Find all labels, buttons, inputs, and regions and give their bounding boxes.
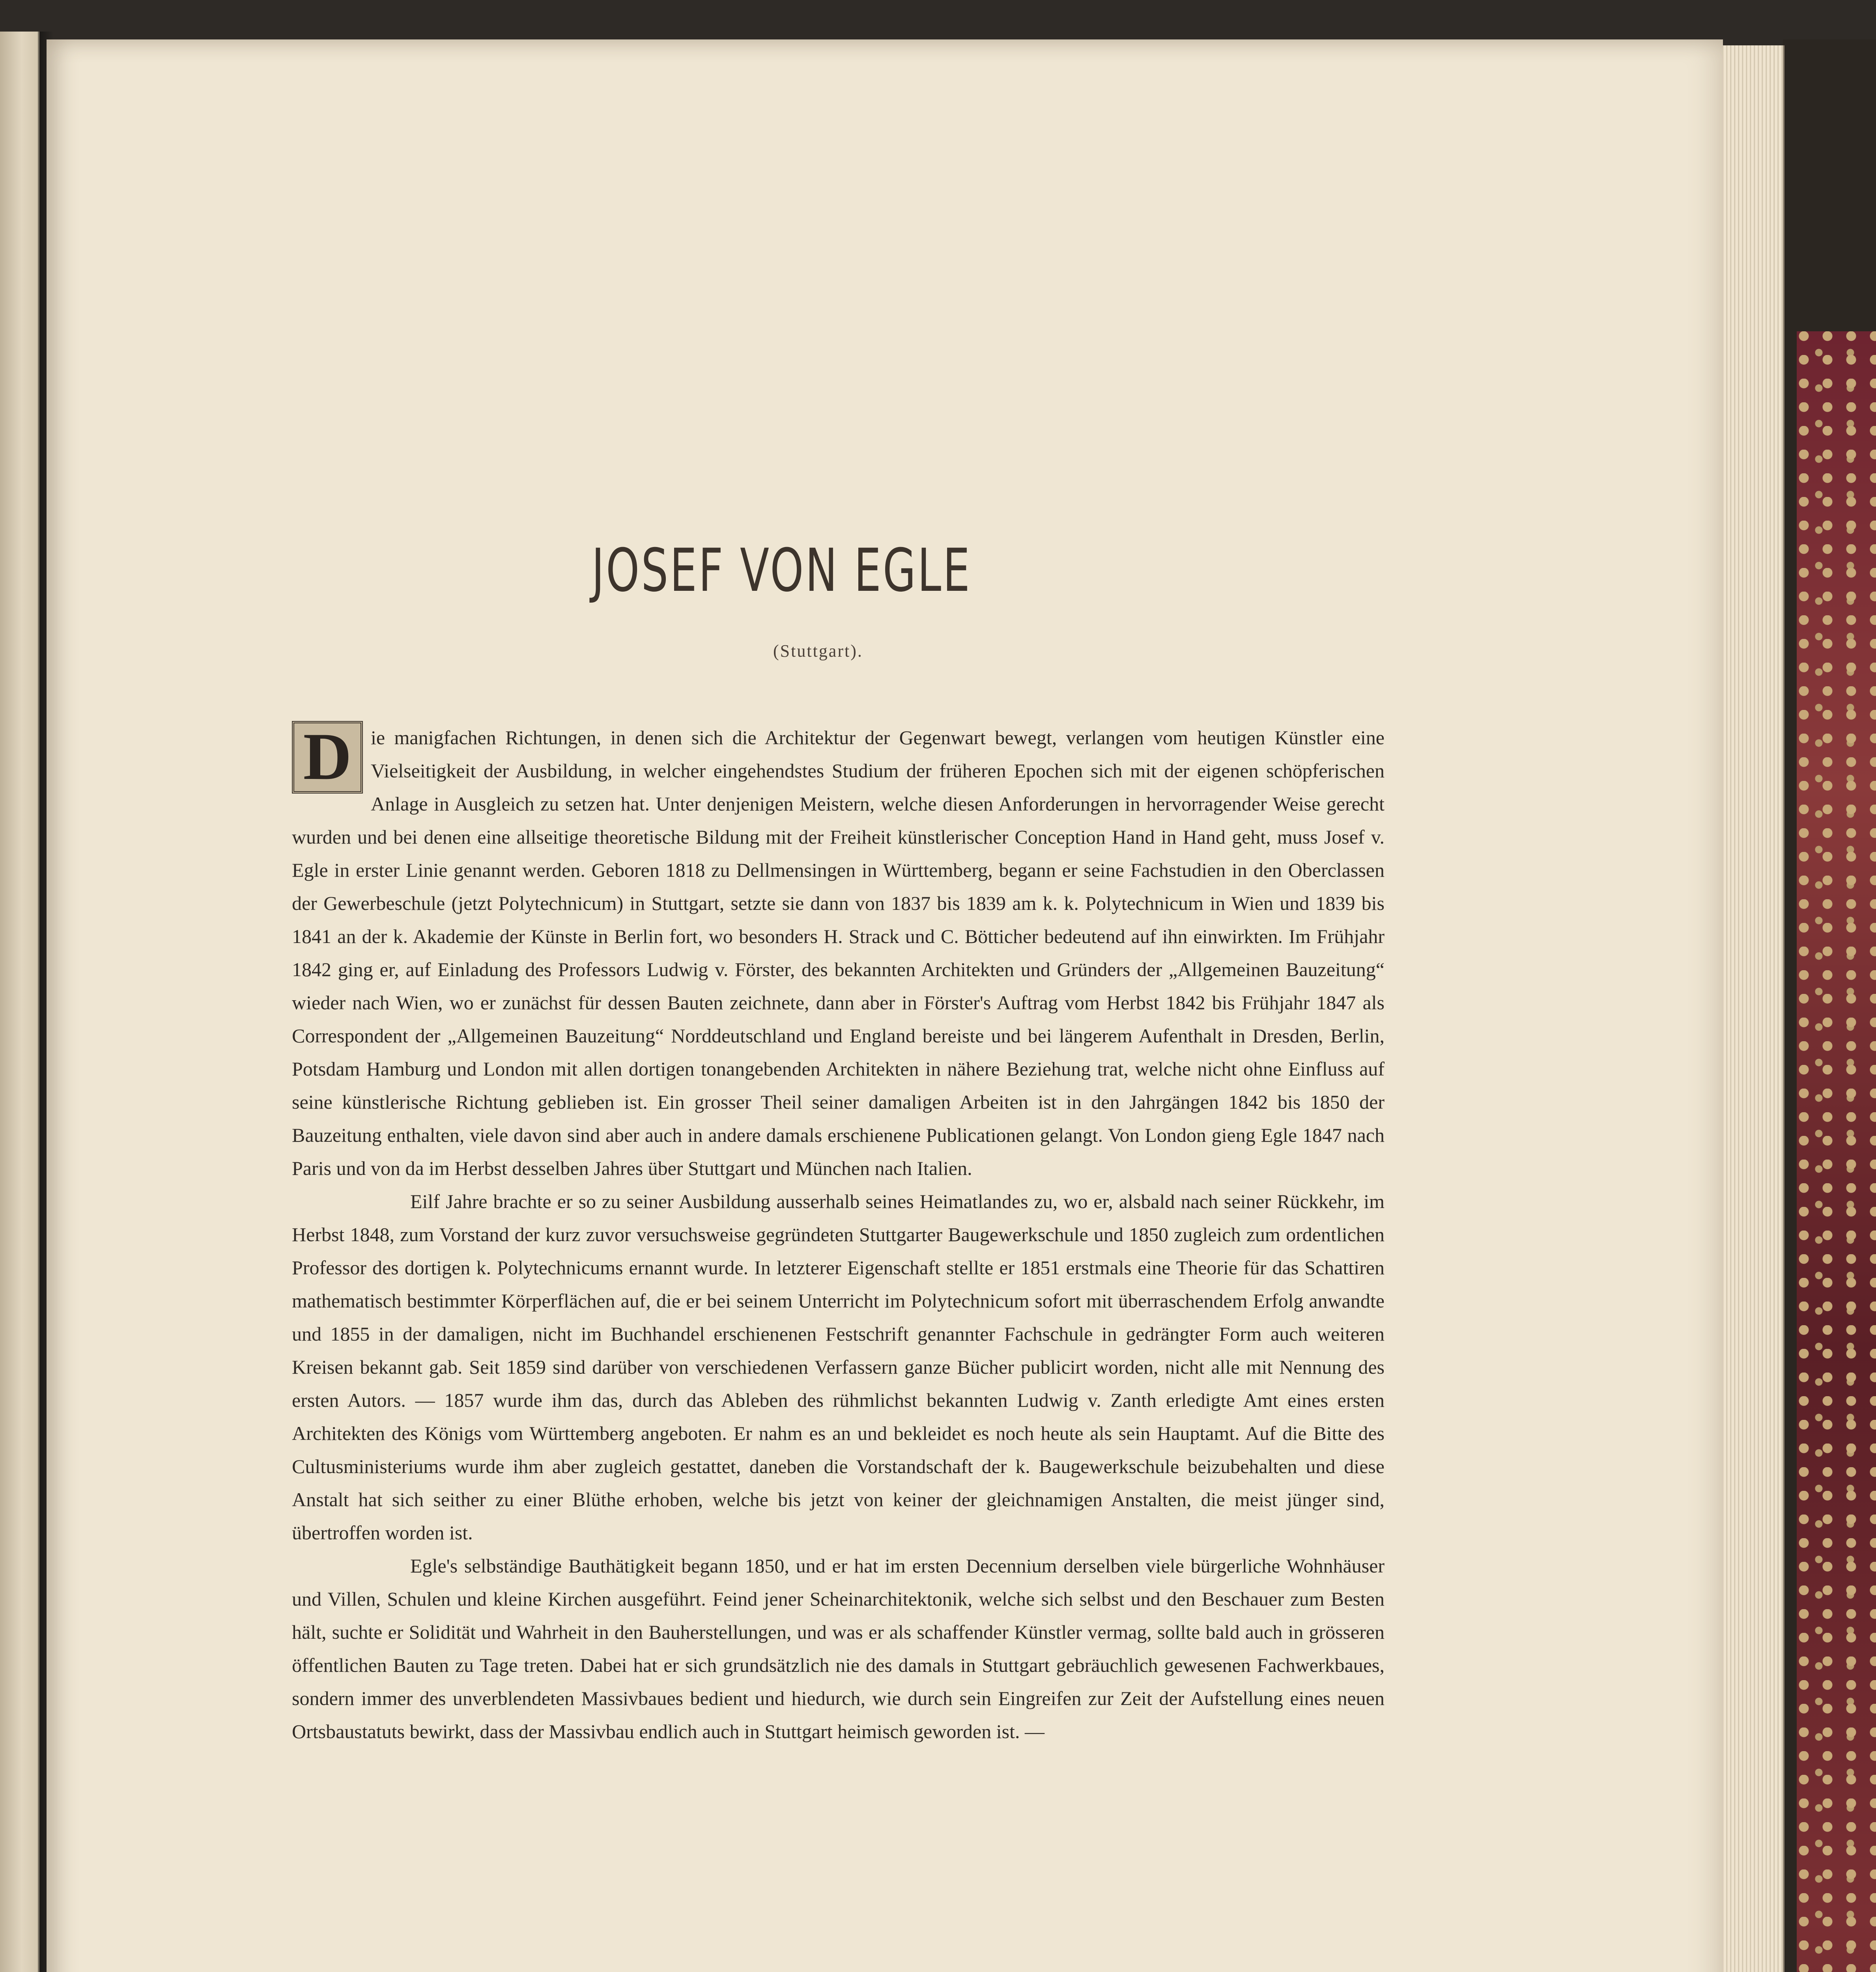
paragraph-3: Egle's selbständige Bauthätigkeit begann 1850, und er hat im ersten Decennium derselben viele bürgerliche Wohnhäuser und Villen, Schulen und kleine Kirchen ausgeführt. Feind jener Scheinarchitektonik, welche sich selbst und den Beschauer zum Besten hält, suchte er Solidität und Wahrheit in den Bauherstellungen, und was er als schaffender Künstler vermag, sollte bald auch in grösseren öffentlichen Bauten zu Tage treten. Dabei hat er sich grundsätzlich nie des damals in Stuttgart gebräuchlich gewesenen Fachwerkbaues, sondern immer des unverblendeten Massivbaues bedient und hiedurch, wie durch sein Eingreifen zur Zeit der Aufstellung eines neuen Ortsbaustatuts bewirkt, dass der Massivbau endlich auch in Stuttgart heimisch geworden ist. — [292,1555,1385,1742]
page-subtitle: (Stuttgart). [773,641,863,661]
marbled-edge [1797,331,1876,1972]
paragraph-2: Eilf Jahre brachte er so zu seiner Ausbildung ausserhalb seines Heimatlandes zu, wo er, alsbald nach seiner Rückkehr, im Herbst 1848, zum Vorstand der kurz zuvor versuchsweise gegründeten Stuttgarter Baugewerkschule und 1850 zugleich zum ordentlichen Professor des dortigen k. Polytechnicums ernannt wurde. In letzterer Eigenschaft stellte er 1851 erstmals eine Theorie für das Schattiren mathematisch bestimmter Körperflächen auf, die er bei seinem Unterricht im Polytechnicum sofort mit überraschendem Erfolg anwandte und 1855 in der damaligen, nicht im Buchhandel erschienenen Festschrift genannter Fachschule in gedrängter Form auch weiteren Kreisen bekannt gab. Seit 1859 sind darüber von verschiedenen Verfassern ganze Bücher publicirt worden, nicht alle mit Nennung des ersten Autors. — 1857 wurde ihm das, durch das Ableben des rühmlichst bekannten Ludwig v. Zanth erledigte Amt eines ersten Architekten des Königs vom Württemberg angeboten. Er nahm es an und bekleidet es noch heute als sein Hauptamt. Auf die Bitte des Cultusministeriums wurde ihm aber zugleich gestattet, daneben die Vorstandschaft der k. Baugewerkschule beizubehalten und diese Anstalt hat sich seither zu einer Blüthe erhoben, welche bis jetzt von keiner der gleichnamigen Anstalten, die meist jünger sind, übertroffen worden ist. [292,1190,1385,1544]
paragraph-1 [292,721,1385,1185]
left-page-edge [0,32,39,1972]
article-body [292,721,1385,1748]
page-title: JOSEF VON EGLE [592,536,972,605]
drop-cap-initial: D [292,721,363,794]
paragraph-1-text: ie manigfachen Richtungen, in denen sich die Architektur der Gegenwart bewegt, verlangen vom heutigen Künstler eine Vielseitigkeit der Ausbildung, in welcher eingehendstes Studium der früheren Epochen sich mit der eigenen schöpferischen Anlage in Ausgleich zu setzen hat. Unter denjenigen Meistern, welche diesen Anforderungen in hervorragender Weise gerecht wurden und bei denen eine allseitige theoretische Bildung mit der Freiheit künstlerischer Conception Hand in Hand geht, muss Josef v. Egle in erster Linie genannt werden. Geboren 1818 zu Dellmensingen in Württemberg, begann er seine Fachstudien in den Oberclassen der Gewerbeschule (jetzt Polytechnicum) in Stuttgart, setzte sie dann von 1837 bis 1839 am k. k. Polytechnicum in Wien und 1839 bis 1841 an der k. Akademie der Künste in Berlin fort, wo besonders H. Strack und C. Bötticher bedeutend auf ihn einwirkten. Im Frühjahr 1842 ging er, auf Einladung des Professors Ludwig v. Förster, des bekannten Architekten und Gründers der „Allgemeinen Bauzeitung“ wieder nach Wien, wo er zunächst für dessen Bauten zeichnete, dann aber in Förster's Auftrag vom Herbst 1842 bis Frühjahr 1847 als Correspondent der „Allgemeinen Bauzeitung“ Norddeutschland und England bereiste und bei längerem Aufenthalt in Dresden, Berlin, Potsdam Hamburg und London mit allen dortigen tonangebenden Architekten in nähere Beziehung trat, welche nicht ohne Einfluss auf seine künstlerische Richtung geblieben ist. Ein grosser Theil seiner damaligen Arbeiten ist in den Jahrgängen 1842 bis 1850 der Bauzeitung enthalten, viele davon sind aber auch in andere damals erschienene Publicationen gelangt. Von London gieng Egle 1847 nach Paris und von da im Herbst desselben Jahres über Stuttgart und München nach Italien. [292,726,1385,1179]
